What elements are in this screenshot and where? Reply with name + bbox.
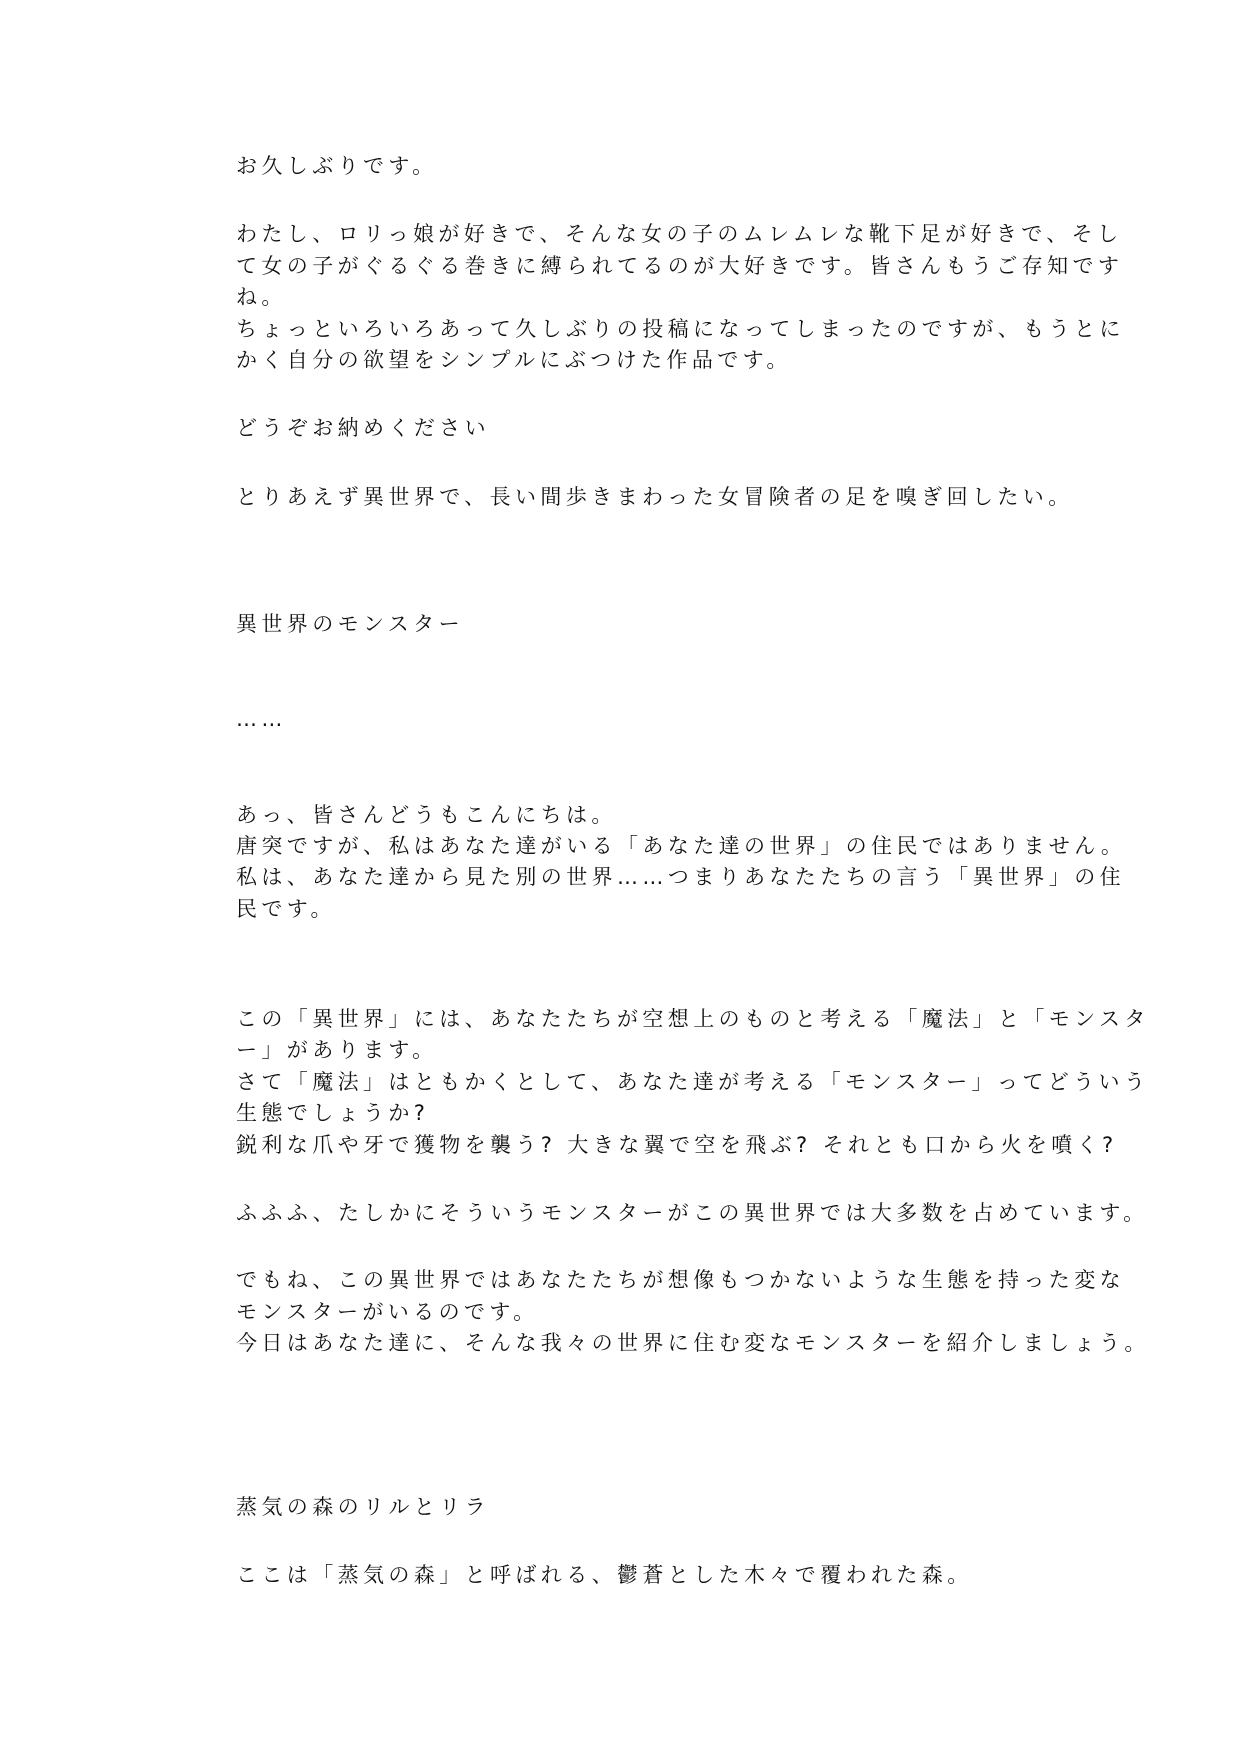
- text-line: さて「魔法」はともかくとして、あなた達が考える「モンスター」ってどういう: [236, 1070, 1150, 1094]
- text-line: 鋭利な爪や牙で獲物を襲う? 大きな翼で空を飛ぶ? それとも口から火を噴く?: [236, 1133, 1118, 1157]
- text-line: ふふふ、たしかにそういうモンスターがこの異世界では大多数を占めています。: [236, 1201, 1149, 1225]
- text-line: ー」があります。: [236, 1038, 438, 1062]
- text-line: 民です。: [236, 897, 336, 921]
- section-heading: 蒸気の森のリルとリラ: [236, 1495, 490, 1519]
- text-line: お久しぶりです。: [236, 154, 438, 178]
- text-line: この「異世界」には、あなたたちが空想上のものと考える「魔法」と「モンスタ: [236, 1007, 1150, 1031]
- text-line: でもね、この異世界ではあなたたちが想像もつかないような生態を持った変な: [236, 1268, 1125, 1292]
- text-line: どうぞお納めください: [236, 416, 490, 440]
- text-line: ね。: [236, 285, 287, 309]
- text-line: あっ、皆さんどうもこんにちは。: [236, 803, 617, 827]
- text-line: わたし、ロリっ娘が好きで、そんな女の子のムレムレな靴下足が好きで、そし: [236, 222, 1123, 246]
- text-line: ……: [236, 707, 287, 731]
- text-line: 生態でしょうか?: [236, 1101, 430, 1125]
- text-line: て女の子がぐるぐる巻きに縛られてるのが大好きです。皆さんもうご存知です: [236, 254, 1124, 278]
- text-line: モンスターがいるのです。: [236, 1300, 539, 1324]
- text-line: ここは「蒸気の森」と呼ばれる、鬱蒼とした木々で覆われた森。: [236, 1563, 973, 1587]
- text-line: 今日はあなた達に、そんな我々の世界に住む変なモンスターを紹介しましょう。: [236, 1331, 1150, 1355]
- text-line: とりあえず異世界で、長い間歩きまわった女冒険者の足を嗅ぎ回したい。: [236, 485, 1074, 509]
- text-line: 唐突ですが、私はあなた達がいる「あなた達の世界」の住民ではありません。: [236, 834, 1127, 858]
- section-heading: 異世界のモンスター: [236, 612, 464, 636]
- text-line: 私は、あなた達から見た別の世界……つまりあなたたちの言う「異世界」の住: [236, 865, 1125, 889]
- text-line: ちょっといろいろあって久しぶりの投稿になってしまったのですが、もうとに: [236, 317, 1125, 341]
- text-line: かく自分の欲望をシンプルにぶつけた作品です。: [236, 348, 792, 372]
